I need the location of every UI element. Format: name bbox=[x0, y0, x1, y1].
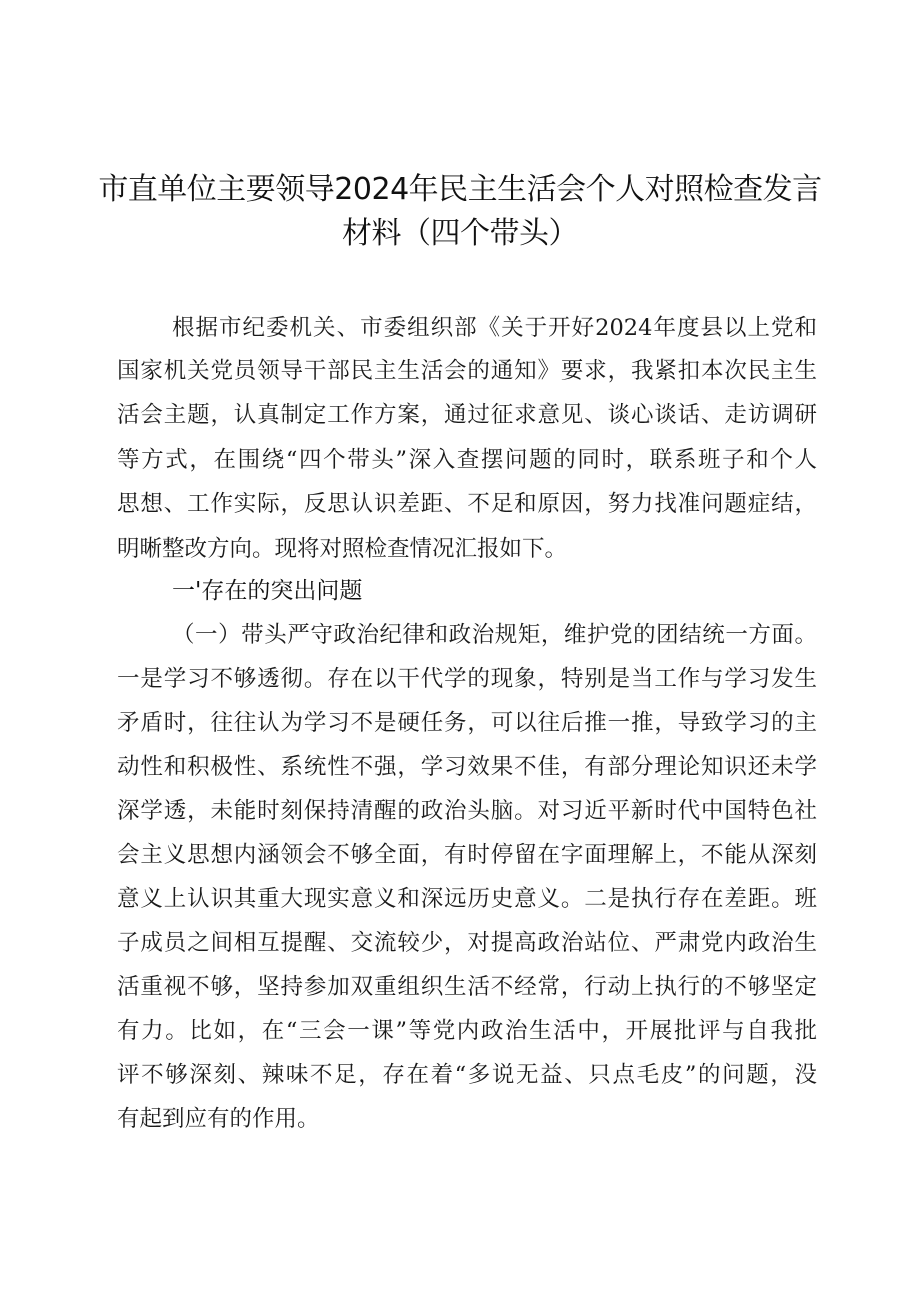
intro-line: 国家机关党员领导干部民主生活会的通知》要求，我紧扣本次民主生 bbox=[117, 358, 817, 384]
section-line: 子成员之间相互提醒、交流较少，对提高政治站位、严肃党内政治生 bbox=[117, 930, 817, 956]
section-line: 动性和积极性、系统性不强，学习效果不佳，有部分理论知识还未学 bbox=[117, 754, 817, 780]
intro-line: 根据市纪委机关、市委组织部《关于开好2024年度县以上党和 bbox=[172, 315, 817, 341]
intro-line: 明晰整改方向。现将对照检查情况汇报如下。 bbox=[117, 536, 568, 562]
section-line: （一）带头严守政治纪律和政治规矩，维护党的团结统一方面。 bbox=[172, 622, 817, 648]
section-line: 有力。比如，在“三会一课”等党内政治生活中，开展批评与自我批 bbox=[117, 1018, 817, 1044]
section-line: 矛盾时，往往认为学习不是硬任务，可以往后推一推，导致学习的主 bbox=[117, 710, 817, 736]
section-line: 活重视不够，坚持参加双重组织生活不经常，行动上执行的不够坚定 bbox=[117, 974, 817, 1000]
title-line-2: 材料（四个带头） bbox=[342, 216, 578, 251]
document-title bbox=[0, 168, 920, 256]
section-line: 深学透，未能时刻保持清醒的政治头脑。对习近平新时代中国特色社 bbox=[117, 798, 817, 824]
section-line: 意义上认识其重大现实意义和深远历史意义。二是执行存在差距。班 bbox=[117, 886, 817, 912]
title-line-1: 市直单位主要领导2024年民主生活会个人对照检查发言 bbox=[98, 172, 822, 207]
section-line: 有起到应有的作用。 bbox=[117, 1106, 320, 1132]
intro-line: 思想、工作实际，反思认识差距、不足和原因，努力找准问题症结， bbox=[117, 491, 817, 517]
intro-line: 活会主题，认真制定工作方案，通过征求意见、谈心谈话、走访调研 bbox=[117, 402, 817, 428]
section-line: 会主义思想内涵领会不够全面，有时停留在字面理解上，不能从深刻 bbox=[117, 842, 817, 868]
section-line: 评不够深刻、辣味不足，存在着“多说无益、只点毛皮”的问题，没 bbox=[117, 1062, 817, 1088]
section-heading: 一'存在的突出问题 bbox=[172, 578, 363, 604]
section-line: 一是学习不够透彻。存在以干代学的现象，特别是当工作与学习发生 bbox=[117, 666, 817, 692]
intro-line: 等方式，在围绕“四个带头”深入查摆问题的同时，联系班子和个人 bbox=[117, 447, 817, 473]
